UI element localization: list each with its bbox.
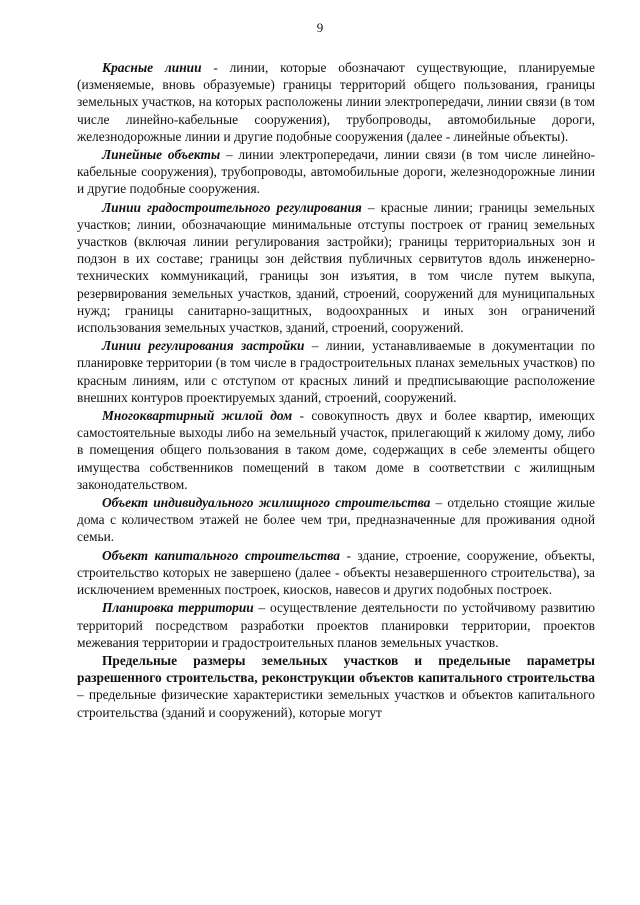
- separator: –: [304, 338, 326, 354]
- definition-text: линии, которые обозначают существующие, планируемые (изменяемые, вновь образуемые) границы территорий общего пользования, границы земельных участков, на которых расположены линии электропередачи, линии связи (в том числе линейно-кабельные сооружения), трубопроводы, автомобильные дороги, железнодорожные линии и другие подобные сооружения (далее - линейные объекты).: [77, 60, 596, 144]
- definition-text: линии электропередачи, линии связи (в том числе линейно-кабельные сооружения), трубопроводы, автомобильные дороги, железнодорожные линии и другие подобные сооружения.: [77, 147, 595, 197]
- definition-text: красные линии; границы земельных участков; линии, обозначающие минимальные отступы построек от границ земельных участков (включая линии регулирования застройки); границы территориальных зон и подзон в их составе; границы зон действия публичных сервитутов вдоль инженерно-технических коммуникаций, границы зон изъятия, в том числе путем выкупа, резервирования земельных участков, зданий, строений, сооружений для муниципальных нужд; границы санитарно-защитных, водоохранных и иных зон ограничений использования земельных участков, зданий, строений, сооружений.: [77, 199, 596, 336]
- separator: –: [220, 147, 239, 163]
- separator: -: [201, 60, 230, 75]
- definition-text: предельные физические характеристики земельных участков и объектов капитального строительства (зданий и сооружений), которые могут: [77, 687, 595, 720]
- definition-capital-construction: [77, 547, 595, 599]
- definition-text: линии, устанавливаемые в документации по планировке территории (в том числе в градостроительных планах земельных участков) по красным линиям, или с отступом от красных линий и предписывающие расположение внешних контуров проектируемых зданий, строений, сооружений.: [77, 338, 595, 405]
- term-building-regulation-lines: Линии регулирования застройки: [102, 338, 305, 354]
- term-apartment-building: Многоквартирный жилой дом: [102, 408, 293, 424]
- separator: –: [361, 199, 381, 215]
- term-limit-parameters: Предельные размеры земельных участков и предельные параметры разрешенного строительства, реконструкции объектов капитального строительства: [77, 652, 595, 686]
- definition-linear-objects: [77, 146, 595, 198]
- definition-building-regulation-lines: [77, 337, 595, 406]
- definition-limit-parameters: [77, 652, 595, 721]
- definition-text: отдельно стоящие жилые дома с количеством этажей не более чем три, предназначенные для проживания одной семьи.: [77, 495, 595, 545]
- separator: -: [339, 547, 358, 563]
- definitions-list: [77, 59, 595, 722]
- definition-urban-regulation-lines: [77, 199, 595, 337]
- separator: –: [253, 600, 271, 616]
- term-territory-planning: Планировка территории: [102, 600, 254, 616]
- term-urban-regulation-lines: Линии градостроительного регулирования: [102, 199, 362, 215]
- definition-text: осуществление деятельности по устойчивому развитию территорий посредством разработки проектов планировки территории, проектов межевания территории и градостроительных планов земельных участков.: [77, 600, 596, 650]
- separator: –: [77, 687, 89, 703]
- page-number: 9: [316, 20, 324, 35]
- term-individual-housing: Объект индивидуального жилищного строительства: [102, 495, 431, 511]
- definition-text: совокупность двух и более квартир, имеющих самостоятельные выходы либо на земельный участок, прилегающий к жилому дому, либо в помещения общего пользования в таком доме, содержащих в себе элементы общего имущества собственников помещений в таком доме в соответствии с жилищным законодательством.: [77, 408, 595, 492]
- definition-territory-planning: [77, 599, 595, 651]
- definition-apartment-building: [77, 407, 595, 493]
- term-linear-objects: Линейные объекты: [102, 147, 221, 163]
- definition-text: здание, строение, сооружение, объекты, строительство которых не завершено (далее - объекты незавершенного строительства), за исключением временных построек, киосков, навесов и других подобных построек.: [77, 547, 596, 598]
- definition-red-lines: [77, 59, 595, 145]
- definition-individual-housing: [77, 494, 595, 546]
- term-red-lines: Красные линии: [102, 60, 202, 75]
- term-capital-construction: Объект капитального строительства: [102, 547, 340, 563]
- separator: -: [292, 408, 312, 424]
- separator: –: [430, 495, 448, 511]
